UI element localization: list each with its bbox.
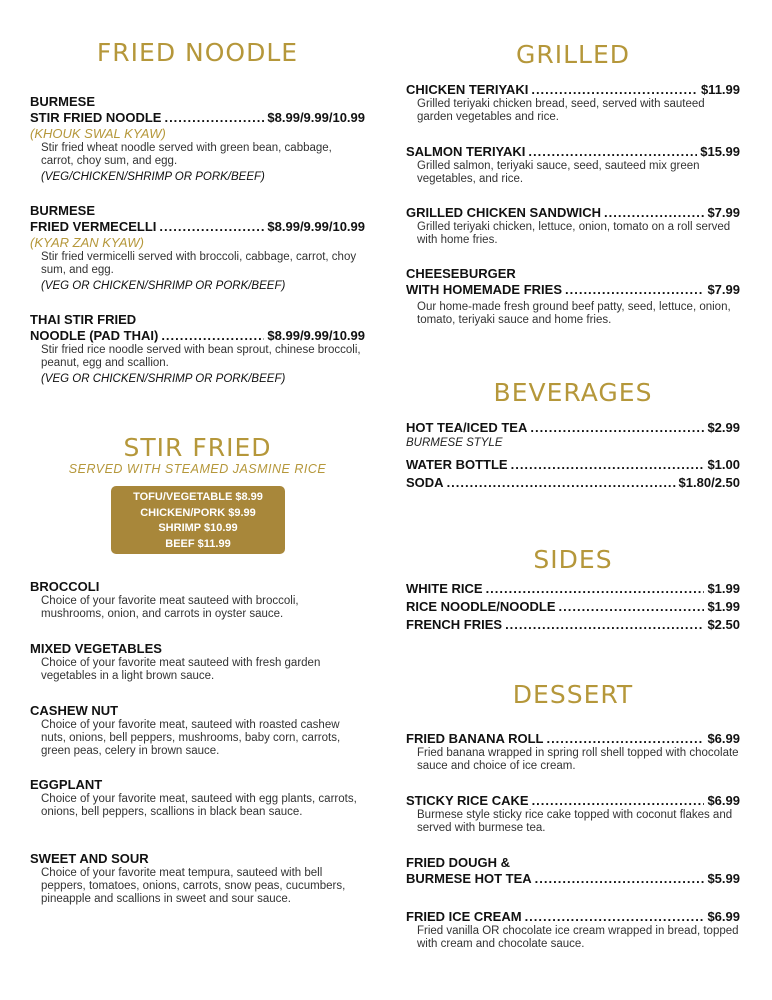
item-name-price-row (406, 420, 740, 436)
item-name-price-row (30, 110, 365, 126)
item-name-price-row (406, 457, 740, 473)
item-price: $15.99 (700, 144, 740, 159)
dot-leader (525, 909, 705, 925)
item-name-price-row (406, 282, 740, 298)
item-name-price-row (406, 599, 740, 615)
menu-item-pad-thai (30, 312, 365, 387)
menu-item-rice-noodle (406, 599, 740, 615)
item-name: CHICKEN TERIYAKI (406, 82, 529, 97)
dot-leader (530, 420, 704, 436)
item-burmese-name: (KYAR ZAN KYAW) (30, 235, 144, 250)
item-price: $11.99 (700, 82, 740, 97)
item-price: $8.99/9.99/10.99 (267, 328, 365, 343)
menu-item-burmese-fried-vermecelli (30, 203, 365, 294)
item-name: SWEET AND SOUR (30, 851, 149, 866)
item-burmese-name: (KHOUK SWAL KYAW) (30, 126, 166, 141)
item-name: NOODLE (PAD THAI) (30, 328, 159, 343)
item-description: Choice of your favorite meat sauteed with broccoli, mushrooms, onion, and carrots in oyster sauce. (41, 595, 299, 620)
menu-item-white-rice (406, 581, 740, 597)
item-description: Stir fried rice noodle served with bean sprout, chinese broccoli, peanut, egg and scallion. (41, 344, 361, 369)
menu-item-burmese-stir-fried-noodle (30, 94, 365, 185)
item-price: $6.99 (707, 909, 740, 924)
menu-item-fried-dough-burmese-hot-tea (406, 855, 740, 887)
item-price: $8.99/9.99/10.99 (267, 110, 365, 125)
menu-item-sticky-rice-cake (406, 793, 740, 835)
item-name: BURMESE HOT TEA (406, 871, 532, 886)
item-name: HOT TEA/ICED TEA (406, 420, 528, 435)
item-name-price-row (406, 82, 740, 98)
dot-leader (565, 282, 704, 298)
item-description: Fried vanilla OR chocolate ice cream wrapped in bread, topped with cream and chocolate sauce. (417, 925, 739, 950)
item-name-price-row (406, 871, 740, 887)
menu-item-hot-tea-iced-tea (406, 420, 740, 450)
item-name-line1: CHEESEBURGER (406, 266, 516, 281)
dot-leader (528, 144, 697, 160)
item-price: $8.99/9.99/10.99 (267, 219, 365, 234)
item-name: SALMON TERIYAKI (406, 144, 526, 159)
item-description: Grilled teriyaki chicken bread, seed, served with sauteed garden vegetables and rice. (417, 98, 705, 123)
menu-item-cashew-nut (30, 703, 365, 758)
item-name: CASHEW NUT (30, 703, 119, 718)
item-name: FRENCH FRIES (406, 617, 503, 632)
item-name: BROCCOLI (30, 579, 100, 594)
price-chicken-pork: CHICKEN/PORK $9.99 (140, 506, 256, 519)
dot-leader (164, 110, 264, 126)
dot-leader (486, 581, 705, 597)
menu-item-chicken-teriyaki (406, 82, 740, 124)
item-name: STICKY RICE CAKE (406, 793, 529, 808)
menu-item-soda (406, 475, 740, 491)
item-name-price-row (406, 731, 740, 747)
dot-leader (604, 205, 704, 221)
section-title-stir-fried: STIR FRIED (123, 433, 272, 462)
item-name-price-row (406, 793, 740, 809)
price-tofu-vegetable: TOFU/VEGETABLE $8.99 (133, 491, 263, 503)
dot-leader (159, 219, 264, 235)
item-description: Stir fried wheat noodle served with green bean, cabbage, carrot, choy sum, and egg. (41, 142, 332, 167)
item-name-price-row (406, 617, 740, 633)
dot-leader (535, 871, 705, 887)
protein-price-box (111, 486, 285, 554)
item-price: $1.99 (707, 581, 740, 596)
item-price: $7.99 (707, 205, 740, 220)
item-price: $6.99 (707, 731, 740, 746)
menu-item-mixed-vegetables (30, 641, 365, 683)
item-name: WITH HOMEMADE FRIES (406, 282, 562, 297)
menu-item-french-fries (406, 617, 740, 633)
menu-item-fried-ice-cream (406, 909, 740, 951)
section-title-sides: SIDES (533, 545, 613, 574)
dot-leader (161, 328, 264, 344)
item-description: Choice of your favorite meat sauteed with fresh garden vegetables in a light brown sauce. (41, 657, 321, 682)
item-description: Stir fried vermicelli served with broccoli, cabbage, carrot, choy sum, and egg. (41, 251, 357, 276)
item-price: $2.50 (707, 617, 740, 632)
item-name-line1: FRIED DOUGH & (406, 855, 510, 870)
item-description: Fried banana wrapped in spring roll shell topped with chocolate sauce and choice of ice cream. (417, 747, 739, 772)
section-title-fried-noodle: FRIED NOODLE (96, 38, 299, 67)
menu-item-water-bottle (406, 457, 740, 473)
dot-leader (559, 599, 705, 615)
dot-leader (531, 82, 698, 98)
menu-item-sweet-and-sour (30, 851, 365, 906)
item-price: $5.99 (707, 871, 740, 886)
item-description: Burmese style sticky rice cake topped with coconut flakes and served with burmese tea. (417, 809, 733, 834)
item-description: Grilled salmon, teriyaki sauce, seed, sauteed mix green vegetables, and rice. (417, 160, 700, 185)
item-price: $6.99 (707, 793, 740, 808)
item-price: $7.99 (707, 282, 740, 297)
item-name: FRIED VERMECELLI (30, 219, 157, 234)
menu-item-cheeseburger (406, 266, 740, 327)
item-name-line1: THAI STIR FRIED (30, 312, 137, 327)
section-subtitle-stir-fried: SERVED WITH STEAMED JASMINE RICE (68, 462, 327, 476)
dot-leader (505, 617, 704, 633)
item-price: $1.80/2.50 (678, 475, 740, 490)
item-description: Choice of your favorite meat, sauteed with roasted cashew nuts, onions, bell peppers, mushrooms, baby corn, carrots, green peas, celery in brown sauce. (41, 719, 341, 757)
item-name: FRIED BANANA ROLL (406, 731, 544, 746)
menu-item-broccoli (30, 579, 365, 621)
dot-leader (546, 731, 704, 747)
dot-leader (447, 475, 676, 491)
item-name-line1: BURMESE (30, 203, 96, 218)
menu-item-grilled-chicken-sandwich (406, 205, 740, 247)
item-options: (VEG OR CHICKEN/SHRIMP OR PORK/BEEF) (41, 373, 286, 385)
item-name: RICE NOODLE/NOODLE (406, 599, 556, 614)
item-description: Grilled teriyaki chicken, lettuce, onion, tomato on a roll served with home fries. (417, 221, 731, 246)
item-name: GRILLED CHICKEN SANDWICH (406, 205, 601, 220)
item-options: (VEG OR CHICKEN/SHRIMP OR PORK/BEEF) (41, 280, 286, 292)
price-shrimp: SHRIMP $10.99 (158, 522, 238, 534)
dot-leader (511, 457, 705, 473)
item-description: Choice of your favorite meat, sauteed with egg plants, carrots, onions, bell peppers, scallions in black bean sauce. (41, 793, 357, 818)
item-name-line1: BURMESE (30, 94, 96, 109)
item-price: $1.00 (707, 457, 740, 472)
section-title-grilled: GRILLED (515, 40, 631, 69)
item-description: Our home-made fresh ground beef patty, seed, lettuce, onion, tomato, teriyaki sauce and home fries. (417, 301, 731, 326)
price-beef: BEEF $11.99 (165, 537, 231, 550)
item-name: FRIED ICE CREAM (406, 909, 522, 924)
item-style-note: BURMESE STYLE (406, 437, 503, 449)
item-name: STIR FRIED NOODLE (30, 110, 162, 125)
menu-item-salmon-teriyaki (406, 144, 740, 186)
item-name: WATER BOTTLE (406, 457, 508, 472)
item-price: $1.99 (707, 599, 740, 614)
section-title-dessert: DESSERT (512, 680, 634, 709)
item-name-price-row (406, 909, 740, 925)
menu-item-fried-banana-roll (406, 731, 740, 773)
item-name: WHITE RICE (406, 581, 483, 596)
item-price: $2.99 (707, 420, 740, 435)
item-name: SODA (406, 475, 444, 490)
section-title-beverages: BEVERAGES (493, 378, 653, 407)
dot-leader (532, 793, 705, 809)
item-name: EGGPLANT (30, 777, 103, 792)
menu-item-eggplant (30, 777, 365, 819)
item-description: Choice of your favorite meat tempura, sauteed with bell peppers, tomatoes, onions, carrots, snow peas, cucumbers, pineapple and scallions in sweet and sour sauce. (41, 867, 346, 905)
item-name-price-row (30, 328, 365, 344)
item-name-price-row (406, 581, 740, 597)
item-name-price-row (30, 219, 365, 235)
item-name-price-row (406, 475, 740, 491)
item-name-price-row (406, 144, 740, 160)
item-name-price-row (406, 205, 740, 221)
item-options: (VEG/CHICKEN/SHRIMP OR PORK/BEEF) (41, 171, 265, 183)
item-name: MIXED VEGETABLES (30, 641, 162, 656)
